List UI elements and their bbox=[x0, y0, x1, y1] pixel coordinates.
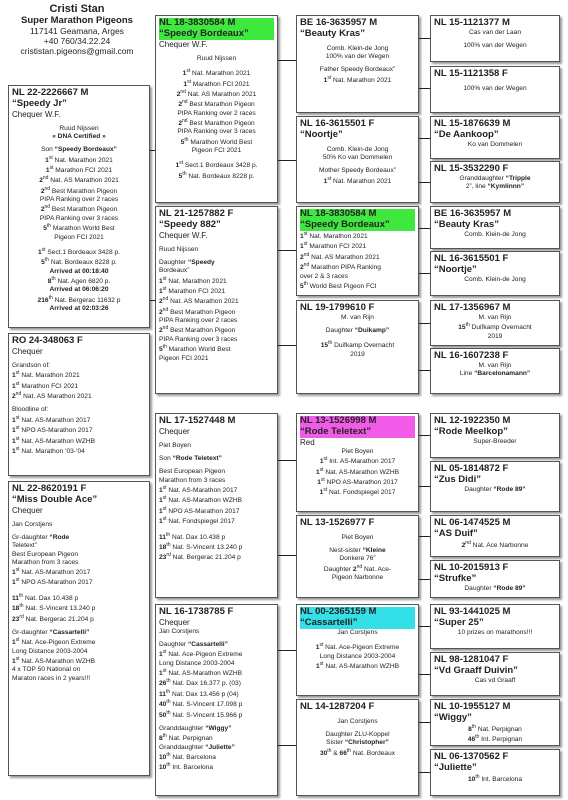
info-line: 1st Marathon FCI 2021 bbox=[159, 285, 226, 296]
info-line: Pigeon Narbonne bbox=[331, 574, 384, 582]
info-line: 2”, line “Kymlinnn” bbox=[465, 183, 525, 191]
pedigree-box-b19 bbox=[430, 161, 560, 203]
info-line: Marathon from 3 races bbox=[12, 558, 79, 566]
pedigree-box-b10 bbox=[296, 206, 419, 296]
info-line: 100% van der Wegen bbox=[463, 84, 527, 92]
info-line: 1st Nat. Marathon 2021 bbox=[159, 275, 227, 285]
info-line: 1st Nat. AS-Marathon WZHB bbox=[12, 435, 96, 445]
info-line: 30th & 66th Nat. Bordeaux bbox=[319, 747, 396, 757]
ring-number: NL 22-2226667 M bbox=[12, 87, 89, 98]
info-line: 216th Nat. Bergerac 11632 p bbox=[37, 294, 121, 304]
info-line: Ruud Nijssen bbox=[196, 54, 237, 62]
breeder-email: crististan.pigeons@gmail.com bbox=[20, 46, 134, 56]
info-line: Ruud Nijssen bbox=[59, 124, 99, 132]
connector-line bbox=[278, 60, 296, 61]
pigeon-color: Chequer W.F. bbox=[12, 109, 61, 119]
info-line: 1st Sect.1 Bordeaux 3428 p. bbox=[175, 160, 258, 170]
ring-number: NL 93-1441025 M bbox=[434, 606, 511, 617]
ring-number: NL 17-1356967 M bbox=[434, 302, 511, 313]
info-line: 1st Marathon FCI 2021 bbox=[300, 241, 367, 251]
connector-line bbox=[419, 273, 430, 274]
pigeon-name: “Cassartelli” bbox=[300, 618, 415, 629]
info-line: 2nd Best Marathon Pigeon bbox=[159, 325, 236, 335]
ring-number: NL 19-1799610 F bbox=[300, 302, 375, 313]
info-line: Super-Breeder bbox=[473, 437, 517, 445]
info-line: 50th Nat. S-Vincent 15.966 p bbox=[159, 709, 243, 719]
info-line: 18th Nat. S-Vincent 13.240 p bbox=[159, 541, 243, 552]
info-line: 1st Nat. Fondspiegel 2017 bbox=[159, 516, 235, 526]
connector-line bbox=[278, 460, 296, 461]
pedigree-box-b9 bbox=[296, 116, 419, 203]
info-line: 1st Marathon FCI 2021 bbox=[12, 380, 79, 390]
info-line: 1st NPO AS-Marathon 2017 bbox=[159, 505, 240, 515]
pigeon-name: “Beauty Kras” bbox=[300, 27, 365, 39]
info-line: Arrived at 06:06:20 bbox=[49, 286, 109, 294]
info-line: Comb. Klein-de Jong bbox=[464, 230, 526, 238]
info-line: 5th Marathon World Best bbox=[43, 223, 115, 233]
info-line: 1st Sect.1 Bordeaux 3428 p. bbox=[38, 246, 120, 256]
pedigree-box-b1 bbox=[8, 85, 150, 328]
info-line: 1st Nat. Marathon 2021 bbox=[323, 175, 392, 185]
info-line: Daughter “Cassartelli” bbox=[159, 641, 228, 649]
connector-line bbox=[278, 745, 296, 746]
pigeon-name: “Vd Graaff Duivin” bbox=[434, 664, 518, 676]
ring-number: NL 06-1370562 F bbox=[434, 751, 509, 762]
breeder-phone: +40 760/34.22.24 bbox=[43, 36, 111, 46]
ring-number: NL 10-2015913 F bbox=[434, 562, 509, 573]
info-line: Jan Corstjens bbox=[12, 520, 53, 528]
info-line: Long Distance 2003-2004 bbox=[12, 647, 88, 655]
info-line: Maraton races in 2 years!!! bbox=[12, 674, 91, 682]
info-line: 2nd Best Marathon Pigeon bbox=[40, 185, 118, 195]
info-line: Arrived at 02:03:26 bbox=[49, 304, 109, 312]
connector-line bbox=[419, 722, 430, 723]
pigeon-color: Chequer bbox=[159, 617, 190, 627]
info-line: Line “Barcelonamann” bbox=[459, 370, 531, 378]
info-line: M. van Rijn bbox=[478, 361, 512, 369]
pedigree-box-b7 bbox=[155, 604, 278, 796]
connector-line bbox=[278, 250, 296, 251]
ring-number: NL 15-3532290 F bbox=[434, 163, 509, 174]
pigeon-color: Chequer bbox=[12, 346, 43, 356]
pigeon-name: “Speedy Bordeaux” bbox=[300, 220, 415, 231]
info-line: 5th Marathon World Best bbox=[159, 344, 231, 354]
info-line: 46th Int. Perpignan bbox=[467, 734, 523, 744]
pigeon-name: “Juliette” bbox=[434, 761, 477, 773]
pedigree-box-b27 bbox=[430, 560, 560, 598]
info-line: 23rd Nat. Bergerac 21.204 p bbox=[12, 613, 94, 623]
info-line: PIPA Ranking over 2 races bbox=[39, 196, 119, 204]
info-line: PIPA Ranking over 3 races bbox=[177, 128, 256, 136]
info-line: M. van Rijn bbox=[341, 313, 374, 321]
connector-line bbox=[278, 160, 296, 161]
ring-number: NL 05-1814872 F bbox=[434, 463, 509, 474]
info-line: 2nd Marathon PIPA Ranking bbox=[300, 262, 381, 272]
pedigree-box-b30 bbox=[430, 699, 560, 746]
pigeon-name: “Miss Double Ace” bbox=[12, 493, 98, 505]
connector-line bbox=[419, 228, 430, 229]
info-line: PIPA Ranking over 3 races bbox=[159, 335, 238, 343]
info-line: 2nd Nat. AS Marathon 2021 bbox=[176, 88, 257, 99]
ring-number: RO 24-348063 F bbox=[12, 335, 83, 346]
info-line: 5th Nat. Bordeaux 8228 p. bbox=[41, 257, 117, 267]
ring-number: NL 00-2365159 M bbox=[300, 607, 415, 618]
info-line: Piet Boyen bbox=[159, 441, 191, 449]
info-line: 26th Nat. Dax 16.377 p. (03) bbox=[159, 678, 241, 688]
pedigree-box-b20 bbox=[430, 206, 560, 249]
ring-number: NL 15-1876639 M bbox=[434, 118, 511, 129]
info-line: Long Distance 2003-2004 bbox=[159, 659, 235, 667]
info-line: 1st Nat. AS-Marathon WZHB bbox=[315, 660, 400, 670]
pedigree-box-b21 bbox=[430, 251, 560, 296]
info-line: 1st Nat. AS-Marathon 2017 bbox=[12, 567, 91, 577]
info-line: 2nd Nat. AS Marathon 2021 bbox=[159, 296, 239, 306]
connector-line bbox=[150, 300, 155, 301]
ring-number: NL 21-1257882 F bbox=[159, 208, 234, 219]
pedigree-box-b23 bbox=[430, 348, 560, 394]
info-line: Cas vd Graaff bbox=[474, 676, 516, 684]
pedigree-box-b28 bbox=[430, 604, 560, 649]
connector-line bbox=[419, 182, 430, 183]
info-line: 1st Nat. Marathon 2021 bbox=[12, 370, 80, 380]
info-line: 2019 bbox=[487, 332, 503, 340]
pigeon-name: “Speedy 882” bbox=[159, 218, 221, 230]
pedigree-box-b24 bbox=[430, 413, 560, 458]
info-line: Best European Pigeon bbox=[12, 550, 78, 558]
ring-number: NL 06-1474525 M bbox=[434, 517, 511, 528]
info-line: 5th Nat. Bordeaux 8228 p. bbox=[178, 170, 255, 180]
info-line: 8th Nat. Agen 6820 p. bbox=[47, 275, 111, 286]
info-line: PIPA Ranking over 3 races bbox=[39, 214, 119, 222]
info-line: 1st Nat. Marathon 2021 bbox=[45, 154, 113, 164]
info-line: PIPA Ranking over 2 races bbox=[177, 109, 256, 117]
ring-number: NL 18-3830584 M bbox=[159, 18, 274, 29]
breeder-tagline: Super Marathon Pigeons bbox=[21, 15, 133, 26]
pedigree-box-b22 bbox=[430, 300, 560, 346]
connector-line bbox=[419, 536, 430, 537]
info-line: Ruud Nijssen bbox=[159, 245, 199, 253]
info-line: « DNA Certified » bbox=[52, 133, 106, 141]
pedigree-box-b2 bbox=[8, 333, 150, 476]
info-line: Nest-sister “Kleine bbox=[329, 547, 386, 555]
pigeon-color: Chequer W.F. bbox=[159, 230, 208, 240]
info-line: 11th Nat. Dax 13.456 p (04) bbox=[159, 688, 239, 699]
info-line: 10th Int. Barcelona bbox=[159, 762, 214, 772]
info-line: Jan Corstjens bbox=[159, 627, 200, 635]
connector-line bbox=[278, 650, 296, 651]
info-line: 1st Marathon FCI 2021 bbox=[45, 164, 113, 175]
pigeon-color: Chequer W.F. bbox=[159, 39, 208, 49]
info-line: 15th Duifkamp Overnacht bbox=[458, 322, 532, 332]
info-line: Sister “Christopher” bbox=[326, 739, 389, 747]
info-line: 8th Nat. Perpignan bbox=[159, 733, 213, 743]
info-line: 1st Nat. AS-Marathon 2017 bbox=[12, 414, 91, 424]
ring-number: NL 16-3615501 F bbox=[434, 253, 509, 264]
info-line: Father Speedy Bordeaux” bbox=[319, 66, 396, 74]
connector-line bbox=[419, 674, 430, 675]
info-line: Daughter “Rode 89” bbox=[464, 584, 526, 592]
pedigree-box-b25 bbox=[430, 461, 560, 512]
info-line: 100% van der Wegen bbox=[463, 42, 527, 50]
ring-number: NL 18-3830584 M bbox=[300, 209, 415, 220]
ring-number: NL 14-1287204 F bbox=[300, 701, 375, 712]
info-line: Comb. Klein-de Jong bbox=[326, 145, 389, 153]
info-line: 1st Nat. AS-Marathon WZHB bbox=[159, 668, 243, 678]
breeder-name: Cristi Stan bbox=[49, 3, 105, 15]
pigeon-color: Chequer bbox=[159, 426, 190, 436]
ring-number: NL 15-1121358 F bbox=[434, 68, 508, 79]
ring-number: NL 13-1526977 F bbox=[300, 517, 375, 528]
pedigree-box-b14 bbox=[296, 604, 419, 696]
info-line: 1st Nat. AS-Marathon 2017 bbox=[159, 484, 238, 495]
info-line: Son “Speedy Bordeaux” bbox=[41, 146, 117, 154]
pigeon-name: “Wiggy” bbox=[434, 711, 472, 723]
pigeon-name: “Strufke” bbox=[434, 572, 477, 584]
info-line: Comb. Klein-de Jong bbox=[326, 44, 389, 52]
info-line: Daughter ZLU-Koppel bbox=[325, 731, 390, 739]
info-line: Pigeon FCI 2021 bbox=[159, 354, 209, 362]
info-line: 40th Nat. S-Vincent 17.098 p bbox=[159, 699, 243, 709]
info-line: Mother Speedy Bordeaux” bbox=[319, 167, 396, 175]
pigeon-name: “AS Duif” bbox=[434, 527, 478, 539]
info-line: PIPA Ranking over 2 races bbox=[159, 317, 238, 325]
info-line: 1st Int. AS-Marathon 2017 bbox=[319, 456, 396, 466]
info-line: 1st Nat. Ace-Pigeon Extreme bbox=[159, 649, 243, 659]
pedigree-box-b4 bbox=[155, 15, 278, 203]
info-line: 2nd Best Marathon Pigeon bbox=[159, 306, 236, 316]
info-line: 8th Nat. Perpignan bbox=[468, 723, 522, 734]
pigeon-color: Red bbox=[300, 437, 315, 447]
pigeon-name: “Speedy Bordeaux” bbox=[159, 29, 274, 40]
info-line: Gr-daughter “Cassartelli” bbox=[12, 629, 90, 637]
connector-line bbox=[150, 150, 155, 151]
info-line: over 2 & 3 races bbox=[300, 272, 349, 280]
info-line: 15th Duifkamp Overnacht bbox=[320, 340, 395, 350]
info-line: 10 prizes on marathons!!! bbox=[457, 628, 533, 636]
pigeon-name: “Super 25” bbox=[434, 616, 484, 628]
ring-number: NL 22-8620191 F bbox=[12, 483, 87, 494]
connector-line bbox=[419, 772, 430, 773]
pedigree-box-b15 bbox=[296, 699, 419, 796]
connector-line bbox=[419, 88, 430, 89]
info-line: Arrived at 00:18:40 bbox=[49, 267, 109, 275]
connector-line bbox=[278, 555, 296, 556]
pigeon-name: “Rode Teletext” bbox=[300, 427, 415, 438]
ring-number: NL 98-1281047 F bbox=[434, 654, 509, 665]
info-line: Piet Boyen bbox=[341, 533, 374, 541]
info-line: Long Distance 2003-2004 bbox=[319, 652, 396, 660]
ring-number: NL 10-1955127 M bbox=[434, 701, 511, 712]
ring-number: NL 16-1607238 F bbox=[434, 350, 509, 361]
info-line: Pigeon FCI 2021 bbox=[54, 233, 104, 241]
pedigree-box-b26 bbox=[430, 515, 560, 557]
info-line: Ko van Dommelen bbox=[467, 140, 523, 148]
info-line: 1st Nat. AS-Marathon WZHB bbox=[315, 466, 400, 476]
info-line: 5th World Best Pigeon FCI bbox=[300, 280, 377, 290]
info-line: 1st Nat. Marathon 2021 bbox=[182, 68, 251, 78]
pedigree-box-b6 bbox=[155, 413, 278, 598]
info-line: Best European Pigeon bbox=[159, 468, 225, 476]
info-line: Pigeon FCI 2021 bbox=[191, 147, 242, 155]
pigeon-name: “De Aankoop” bbox=[434, 128, 499, 140]
info-line: Comb. Klein-de Jong bbox=[464, 275, 526, 283]
breeder-address: 117141 Geamana, Arges bbox=[30, 26, 124, 36]
info-line: Daughter “Duikamp” bbox=[325, 327, 390, 335]
info-line: Grandson of: bbox=[12, 361, 51, 369]
info-line: Jan Corstjens bbox=[337, 717, 378, 725]
info-line: Bloodline of: bbox=[12, 406, 49, 414]
pedigree-box-b18 bbox=[430, 116, 560, 159]
info-line: 1st NPO AS-Marathon 2017 bbox=[12, 425, 93, 435]
pigeon-name: “Noortje” bbox=[300, 128, 343, 140]
info-line: Granddaughter “Wiggy” bbox=[159, 725, 232, 733]
info-line: 1st Nat. Marathon 2021 bbox=[300, 230, 368, 241]
pedigree-box-b8 bbox=[296, 15, 419, 113]
info-line: M. van Rijn bbox=[478, 313, 512, 321]
pigeon-name: “Noortje” bbox=[434, 263, 477, 275]
info-line: 1st Nat. AS-Marathon WZHB bbox=[12, 656, 96, 666]
info-line: 2nd Best Marathon Pigeon bbox=[40, 204, 118, 214]
ring-number: NL 16-3615501 F bbox=[300, 118, 375, 129]
connector-line bbox=[419, 626, 430, 627]
info-line: 10th Int. Barcelona bbox=[467, 773, 523, 784]
connector-line bbox=[419, 323, 430, 324]
pedigree-box-b29 bbox=[430, 652, 560, 696]
info-line: 1st Nat. Ace-Pigeon Extreme bbox=[315, 642, 400, 652]
info-line: 1st Nat. Marathon 2021 bbox=[323, 74, 392, 84]
info-line: 2nd Best Marathon Pigeon bbox=[178, 118, 255, 128]
info-line: 1st NPO AS-Marathon 2017 bbox=[12, 577, 93, 587]
info-line: Teletext” bbox=[12, 542, 37, 550]
info-line: 4 x TOP 50 National on bbox=[12, 666, 81, 674]
info-line: 2nd Best Marathon Pigeon bbox=[178, 99, 255, 109]
pedigree-box-b31 bbox=[430, 749, 560, 796]
info-line: Gr-daughter “Rode bbox=[12, 534, 70, 542]
pigeon-name: “Rode Meelkop” bbox=[434, 425, 508, 437]
info-line: 2019 bbox=[350, 350, 365, 358]
connector-line bbox=[419, 138, 430, 139]
info-line: Piet Boyen bbox=[341, 447, 374, 455]
pigeon-name: “Beauty Kras” bbox=[434, 218, 499, 230]
info-line: Daughter 2nd Nat. Ace- bbox=[323, 563, 392, 573]
info-line: 5th Marathon World Best bbox=[180, 136, 253, 146]
info-line: 1st Nat. AS-Marathon WZHB bbox=[159, 495, 243, 505]
ring-number: BE 16-3635957 M bbox=[434, 208, 512, 219]
pedigree-box-b12 bbox=[296, 413, 419, 512]
info-line: Cas van der Laan bbox=[468, 28, 522, 36]
pigeon-name: “Speedy Jr” bbox=[12, 97, 67, 109]
info-line: 1st Nat. Fondspiegel 2017 bbox=[319, 487, 396, 497]
pedigree-box-b13 bbox=[296, 515, 419, 598]
info-line: 1st NPO AS-Marathon 2017 bbox=[317, 476, 398, 487]
info-line: 11th Nat. Dax 10.438 p bbox=[12, 592, 79, 603]
ring-number: NL 12-1922350 M bbox=[434, 415, 511, 426]
pedigree-box-b17 bbox=[430, 66, 560, 113]
breeder-header bbox=[8, 3, 146, 56]
connector-line bbox=[419, 486, 430, 487]
ring-number: BE 16-3635957 M bbox=[300, 17, 378, 28]
info-line: Daughter “Speedy bbox=[159, 259, 215, 267]
info-line: 1st Nat. Ace-Pigeon Extreme bbox=[12, 637, 96, 647]
info-line: 2nd Nat. AS Marathon 2021 bbox=[12, 391, 92, 401]
connector-line bbox=[278, 345, 296, 346]
info-line: Donkere 76” bbox=[339, 555, 376, 563]
info-line: 50% Ko van Dommelen bbox=[322, 154, 393, 162]
info-line: Son “Rode Teletext” bbox=[159, 455, 222, 463]
info-line: Bordeaux” bbox=[159, 267, 190, 275]
info-line: 2nd Nat. Ace Narbonne bbox=[461, 539, 529, 550]
connector-line bbox=[419, 435, 430, 436]
connector-line bbox=[419, 579, 430, 580]
ring-number: NL 16-1738785 F bbox=[159, 606, 234, 617]
ring-number: NL 13-1526998 M bbox=[300, 416, 415, 427]
info-line: Granddaughter “Juliette” bbox=[159, 743, 235, 751]
info-line: 10th Nat. Barcelona bbox=[159, 752, 216, 762]
pigeon-name: “Zus Didi” bbox=[434, 473, 481, 485]
pedigree-box-b3 bbox=[8, 481, 150, 776]
info-line: 1st Nat. Marathon ‘03-‘04 bbox=[12, 445, 85, 456]
info-line: 1st Marathon FCI 2021 bbox=[183, 78, 250, 88]
info-line: Daughter “Rode 89” bbox=[464, 485, 526, 493]
info-line: 2nd Nat. AS Marathon 2021 bbox=[300, 251, 380, 261]
info-line: Marathon from 3 races bbox=[159, 476, 226, 484]
info-line: 2nd Nat. AS Marathon 2021 bbox=[39, 175, 119, 185]
connector-line bbox=[419, 370, 430, 371]
info-line: 11th Nat. Dax 10.438 p bbox=[159, 531, 226, 541]
pigeon-color: Chequer bbox=[12, 505, 43, 515]
info-line: 18th Nat. S-Vincent 13.240 p bbox=[12, 603, 96, 613]
pedigree-box-b5 bbox=[155, 206, 278, 394]
info-line: Granddaughter “Tripple bbox=[459, 174, 531, 182]
pedigree-box-b11 bbox=[296, 300, 419, 394]
info-line: 23rd Nat. Bergerac 21.204 p bbox=[159, 552, 241, 562]
ring-number: NL 15-1121377 M bbox=[434, 17, 510, 28]
info-line: 100% van der Wegen bbox=[325, 53, 390, 61]
ring-number: NL 17-1527448 M bbox=[159, 415, 236, 426]
info-line: Jan Corstjens bbox=[337, 628, 378, 636]
connector-line bbox=[419, 38, 430, 39]
pedigree-box-b16 bbox=[430, 15, 560, 62]
